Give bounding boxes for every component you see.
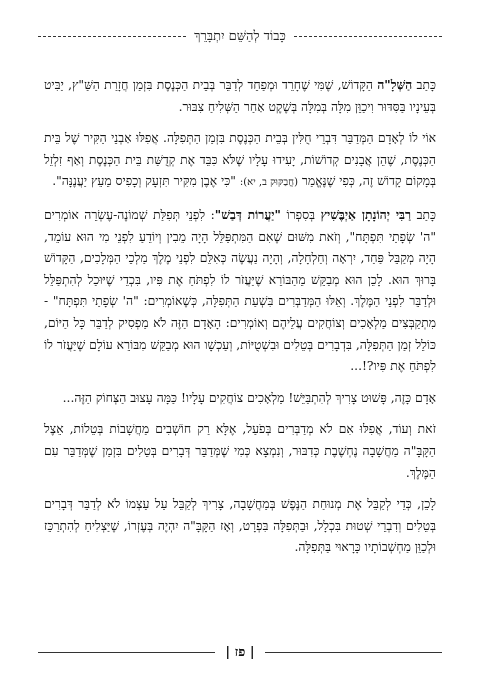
running-header	[38, 26, 442, 46]
header-dash-rule-right	[294, 36, 442, 37]
header-dash-rule-left	[38, 36, 186, 37]
paragraph-text: אוֹי לוֹ לְאָדָם הַמְּדַבֵּר דִּבְרֵי חֻלִּין בְּבֵית הַכְּנֶסֶת בִּזְמַן הַתְּפִלָּה. אֲפִלּוּ אַבְנֵי הַקִּיר שֶׁל בֵּית הַכְּנֶסֶת, שֶׁהֵן אֲבָנִים קְדוֹשׁוֹת, יָעִידוּ עָלָיו שֶׁלֹּא כִּבֵּד אֶת קְדֻשַּׁת בֵּית הַכְּנֶסֶת וְאַף זִלְזֵל בְּמָקוֹם קָדוֹשׁ זֶה, כְּפִי שֶׁנֶּאֱמַר	[44, 131, 436, 189]
source-citation: (חֲבַקּוּק ב, יא):	[239, 177, 298, 189]
paragraph-text: כָּתַב	[412, 78, 436, 92]
author-name: רַבִּי יְהוֹנָתָן אַיְבֶּשִׁיץ	[320, 206, 412, 222]
page-number: | פז |	[225, 645, 255, 660]
paragraph-shelah	[44, 74, 436, 118]
page-footer	[38, 641, 442, 663]
paragraph-text: הַקָּדוֹשׁ, שֶׁמִּי שֶׁחָרֵד וּמְפַחֵד לְדַבֵּר בְּבֵית הַכְּנֶסֶת בִּזְמַן חֲזָרַת הַשַּׁ"ץ, יַבִּיט בְּעֵינָיו בַּסִּדּוּר וִיכַוֵּן מִלָּה בְּמִלָּה בְּשֶׁקֶט אַחַר הַשְּׁלִיחַ צִבּוּר.	[44, 78, 436, 114]
header-title: כָּבוֹד לְהַשֵּׁם יִתְבָּרֵךְ	[194, 29, 286, 44]
footer-rule-right	[265, 652, 442, 653]
page-body	[44, 74, 436, 569]
paragraph-text: "כִּי אֶבֶן מִקִּיר תִּזְעָק וְכָפִיס מֵעֵץ יַעֲנֶנָּה".	[52, 174, 240, 189]
paragraph-shame: אָדָם כָּזֶה, פָּשׁוּט צָרִיךְ לְהִתְבַּיֵּשׁ! מַלְאָכִים צוֹחֲקִים עָלָיו! כַּמָּה עָצוּב הַצְּחוֹק הַזֶּה...	[62, 390, 436, 405]
paragraph-text: : לִפְנֵי תְּפִלַּת שְׁמוֹנֶה-עֶשְׂרֵה אוֹמְרִים "ה' שְׂפָתַי תִּפְתָּח", וְזֹאת מִשּׁוּם שֶׁאִם הַמִּתְפַּלֵּל הָיָה מֵבִין וְיוֹדֵעַ לִפְנֵי מִי הוּא עוֹמֵד, הָיָה מְקַבֵּל פַּחַד, יִרְאָה וְחַלְחָלָה, וְהָיָה נַעֲשֶׂה כְּאִלֵּם לִפְנֵי מֶלֶךְ מַלְכֵי הַמְּלָכִים, הַקָּדוֹשׁ בָּרוּךְ הוּא. לָכֵן הוּא מְבַקֵּשׁ מֵהַבּוֹרֵא שֶׁיַּעֲזֹר לוֹ לִפְתֹּחַ אֶת פִּיו, בִּכְדֵי שֶׁיּוּכַל לְהִתְפַּלֵּל וּלְדַבֵּר לִפְנֵי הַמֶּלֶךְ. וְאֵלּוּ הַמְּדַבְּרִים בִּשְׁעַת הַתְּפִלָּה, כְּשֶׁאוֹמְרִים: "ה' שְׂפָתַי תִּפְתָּח" - מִתְקַבְּצִים מַלְאָכִים וְצוֹחֲקִים עֲלֵיהֶם וְאוֹמְרִים: הָאָדָם הַזֶּה לֹא מַפְסִיק לְדַבֵּר כָּל הַיּוֹם, כּוֹלֵל זְמַן הַתְּפִלָּה, בִּדְבָרִים בְּטֵלִים וּבִשְׁטֻיּוֹת, וְעַכְשָׁו הוּא מְבַקֵּשׁ מִבּוֹרֵא עוֹלָם שֶׁיַּעֲזֹר לוֹ לִפְתֹּחַ אֶת פִּיו?!...	[44, 207, 436, 374]
author-name: הַשְּׁלָ"ה	[377, 77, 413, 92]
book-name: "יַעֲרוֹת דְּבַשׁ"	[214, 206, 281, 222]
paragraph-conclusion: לָכֵן, כְּדֵי לְקַבֵּל אֶת מְנוּחַת הַנֶּפֶשׁ בְּמַחֲשָׁבָה, צָרִיךְ לְקַבֵּל עַל עַצְמוֹ לֹא לְדַבֵּר דְּבָרִים בְּטֵלִים וְדִבְרֵי שְׁטוּת בִּכְלָל, וּבַתְּפִלָּה בִּפְרָט, וְאָז הַקָּבָּ"ה יִהְיֶה בְּעֶזְרוֹ, שֶׁיַּצְלִיחַ לְהִתְרַכֵּז וּלְכַוֵּן מַחְשְׁבוֹתָיו כָּרָאוּי בַּתְּפִלָּה.	[44, 497, 436, 555]
footer-rule-left	[38, 652, 215, 653]
paragraph-text: בְּסִפְרוֹ	[280, 207, 321, 222]
paragraph-text: כָּתַב	[411, 207, 436, 222]
paragraph-yaarot-dvash	[44, 204, 436, 378]
paragraph-walls-testify	[44, 128, 436, 194]
paragraph-thoughts: זֹאת וְעוֹד, אֲפִלּוּ אִם לֹא מְדַבְּרִים בְּפֹעַל, אֶלָּא רַק חוֹשְׁבִים מַחֲשָׁבוֹת בְּטֵלוֹת, אֵצֶל הַקָּבָּ"ה מַחֲשָׁבָה נֶחְשֶׁבֶת כְּדִבּוּר, וְנִמְצָא כְּמִי שֶׁמְּדַבֵּר דְּבָרִים בְּטֵלִים בִּזְמַן שֶׁמְּדַבֵּר עִם הַמֶּלֶךְ.	[44, 422, 436, 480]
